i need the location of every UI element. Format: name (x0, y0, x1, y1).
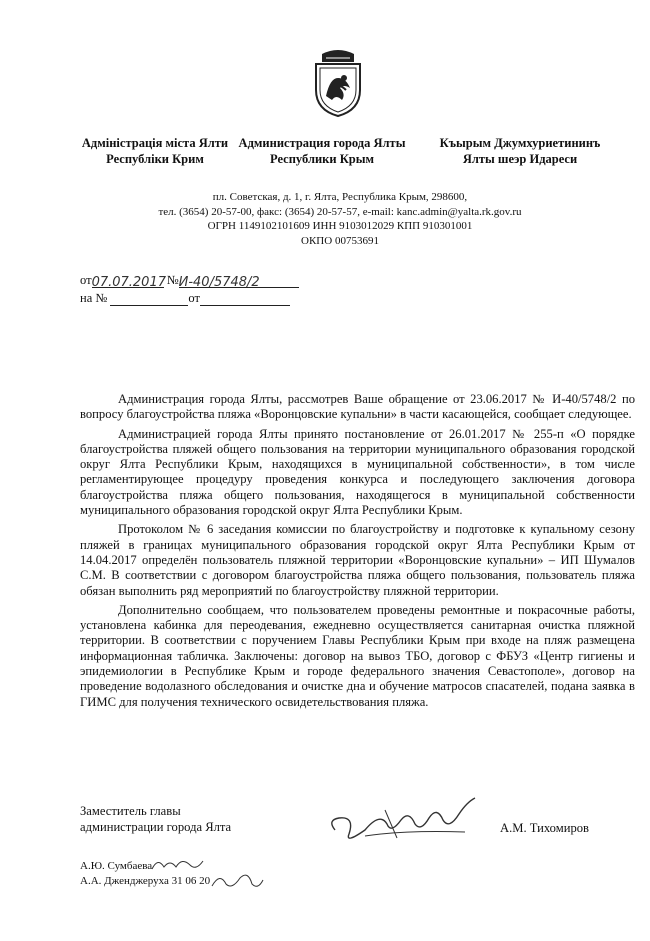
org-name-russian: Администрация города Ялты Республики Крым (238, 136, 406, 166)
paragraph: Администрацией города Ялты принято постановление от 26.01.2017 № 255-п «О порядке благоустройства пляжей общего пользования на территории муниципального образования городской округ Ялта Республики Крым, находящихся в муниципальной собственности», в том числе регламентирующее процедуру проведения конкурса и последующего заключения договора благоустройства пляжа общего пользования, находящегося в муниципальной собственности муниципального образования городской округ Ялта Республики Крым. (80, 426, 635, 518)
paragraph: Дополнительно сообщаем, что пользователем проведены ремонтные и покрасочные работы, установлена кабинка для переодевания, ежедневно осуществляется санитарная очистка пляжной территории. В соответствии с поручением Главы Республики Крым при входе на пляж размещена информационная табличка. Заключены: договор на вывоз ТБО, договор с ФБУЗ «Центр гигиены и эпидемиологии в Республике Крым и городе федерального значения Севастополе», договор на проведение водолазного обследования и очистке дна и обучение матросов спасателей, подана заявка в ГИМС для получения технического освидетельствования пляжа. (80, 602, 635, 709)
okpo-line: ОКПО 00753691 (301, 234, 379, 247)
registration-line: ОГРН 1149102101609 ИНН 9103012029 КПП 910301001 (207, 220, 473, 232)
executor-1: А.Ю. Сумбаева (80, 860, 153, 872)
paragraph: Протоколом № 6 заседания комиссии по благоустройству и подготовке к купальному сезону пляжей в границах муниципального образования городской округ Ялта Республики Крым от 14.04.2017 определён пользователь пляжной территории «Воронцовские купальни» – ИП Шумалов С.М. В соответствии с договором благоустройства пляжа общего пользования, пользователь пляжа обязан выполнить ряд мероприятий по благоустройству пляжной территории. (80, 522, 635, 598)
org-name-crimean-tatar: Къырым Джумхуриетининъ Ялты шеэр Идареси (439, 136, 601, 166)
letter-body (80, 392, 635, 714)
initials-signature (210, 870, 265, 892)
address-line: пл. Советская, д. 1, г. Ялта, Республика Крым, 298600, (212, 191, 468, 203)
initials-signature (150, 855, 205, 873)
contacts-line: тел. (3654) 20-57-00, факс: (3654) 20-57-57, e-mail: kanc.admin@yalta.rk.gov.ru (158, 205, 522, 218)
outgoing-reference: от07.07.2017 №И-40/5748/2 (80, 272, 299, 288)
signatory-title: Заместитель главы администрации города Ялта (80, 804, 232, 834)
outgoing-number: И-40/5748/2 (178, 275, 260, 290)
handwritten-signature (325, 790, 495, 850)
org-name-ukrainian: Адміністрація міста Ялти Республіки Крим (81, 136, 229, 166)
executor-2: А.А. Дженджеруха 31 06 20 (80, 875, 211, 887)
incoming-reference: на № от (80, 290, 290, 306)
address-block (130, 190, 550, 248)
signatory-name: А.М. Тихомиров (500, 821, 589, 835)
paragraph: Администрация города Ялты, рассмотрев Ваше обращение от 23.06.2017 № И-40/5748/2 по вопросу благоустройства пляжа «Воронцовские купальни» в части касающейся, сообщает следующее. (80, 392, 635, 422)
outgoing-date: 07.07.2017 (91, 275, 166, 290)
coat-of-arms-emblem (310, 48, 366, 118)
